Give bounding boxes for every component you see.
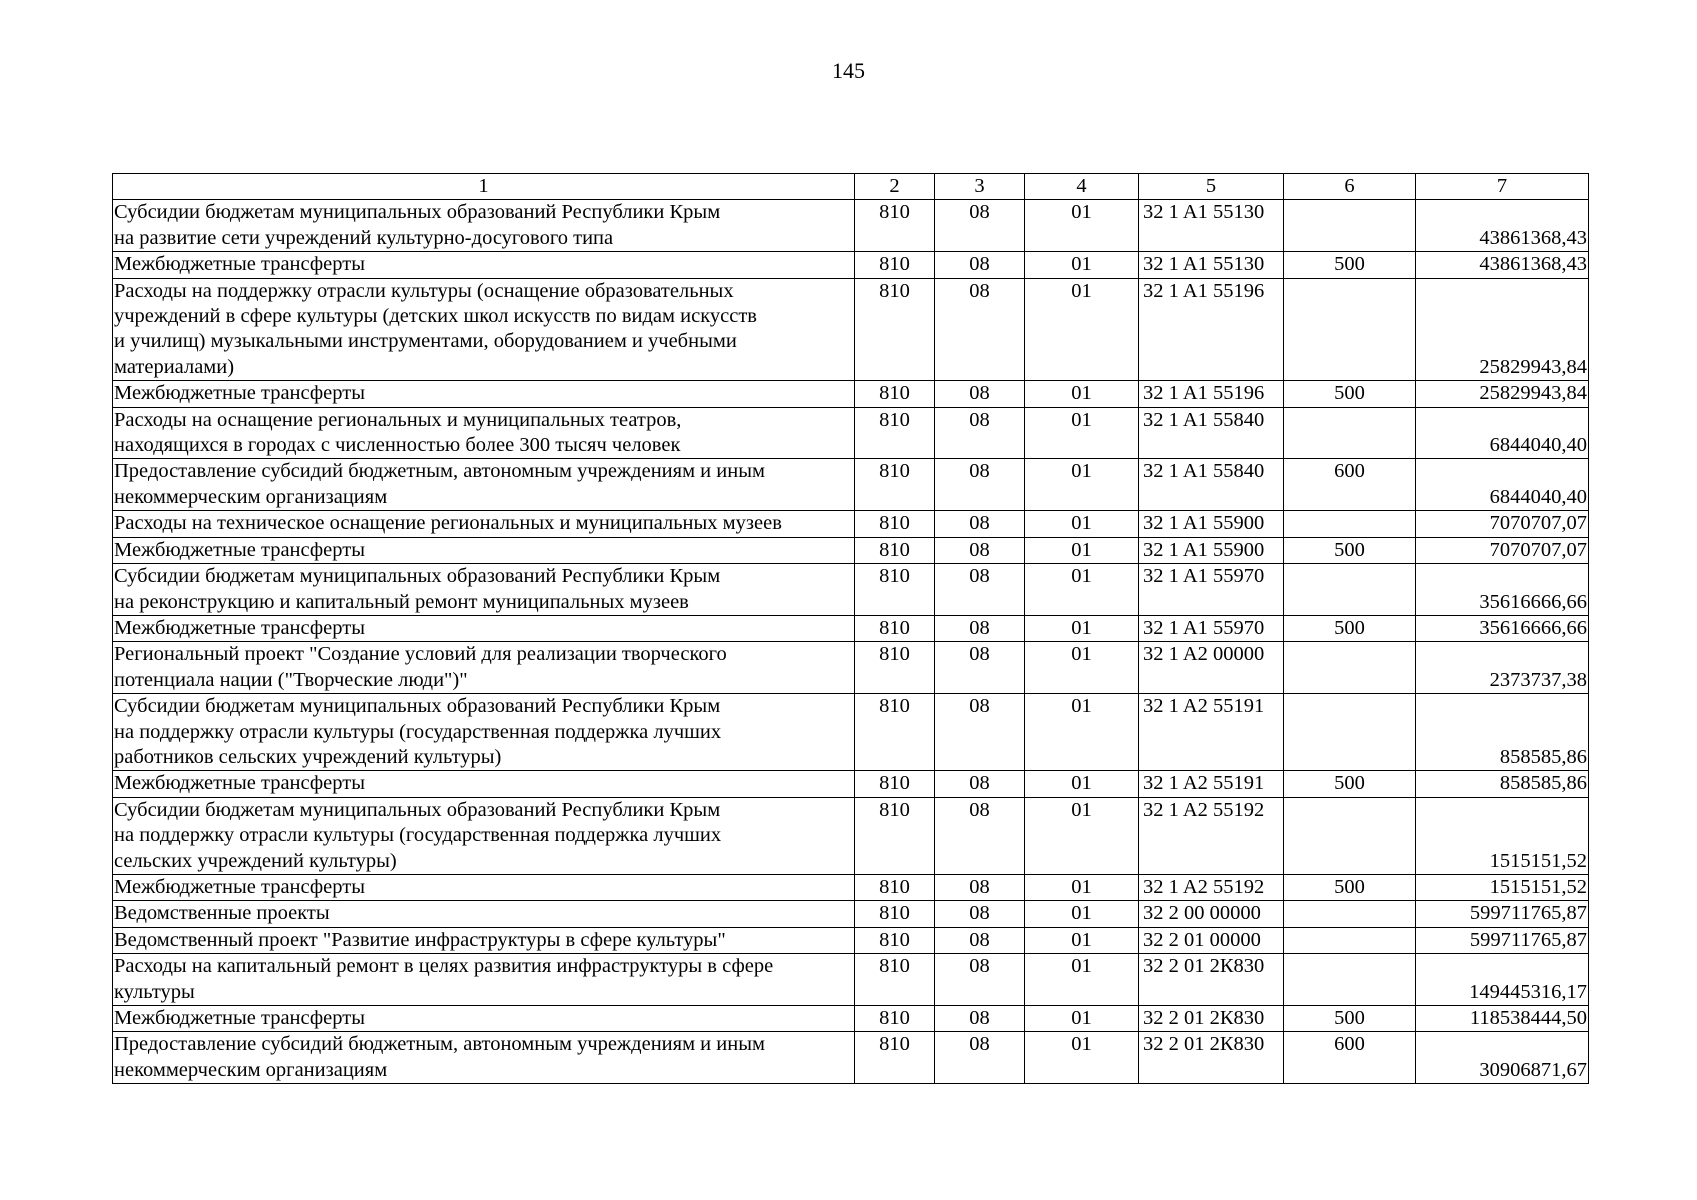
- cell-name: [113, 771, 855, 797]
- cell-grbs: 810: [855, 642, 935, 694]
- cell-section: 08: [935, 278, 1025, 381]
- cell-subsection: 01: [1025, 797, 1139, 874]
- cell-name: [113, 874, 855, 900]
- table-row: [113, 564, 1589, 616]
- cell-target-article: 32 1 A1 55970: [1139, 615, 1284, 641]
- table-body: [113, 200, 1589, 1084]
- cell-name: [113, 200, 855, 252]
- name-line: потенциала нации ("Творческие люди")": [114, 668, 468, 691]
- cell-grbs: 810: [855, 564, 935, 616]
- cell-name: [113, 954, 855, 1006]
- cell-section: 08: [935, 901, 1025, 927]
- cell-subsection: 01: [1025, 694, 1139, 771]
- name-line: на развитие сети учреждений культурно-досугового типа: [114, 226, 614, 249]
- name-line: Межбюджетные трансферты: [114, 253, 365, 276]
- cell-amount: 25829943,84: [1416, 381, 1589, 407]
- col-header-7: 7: [1416, 174, 1589, 200]
- name-line: Субсидии бюджетам муниципальных образований Республики Крым: [114, 201, 721, 224]
- cell-grbs: 810: [855, 278, 935, 381]
- cell-target-article: 32 1 A1 55196: [1139, 381, 1284, 407]
- cell-name: [113, 407, 855, 459]
- table-row: [113, 537, 1589, 563]
- cell-subsection: 01: [1025, 615, 1139, 641]
- cell-subsection: 01: [1025, 200, 1139, 252]
- cell-grbs: 810: [855, 252, 935, 278]
- table-row: [113, 511, 1589, 537]
- name-line: некоммерческим организациям: [114, 485, 388, 508]
- cell-subsection: 01: [1025, 381, 1139, 407]
- cell-amount: 858585,86: [1416, 694, 1589, 771]
- cell-section: 08: [935, 537, 1025, 563]
- cell-section: 08: [935, 797, 1025, 874]
- cell-section: 08: [935, 1006, 1025, 1032]
- cell-section: 08: [935, 771, 1025, 797]
- cell-subsection: 01: [1025, 407, 1139, 459]
- cell-target-article: 32 1 A1 55840: [1139, 459, 1284, 511]
- name-line: находящихся в городах с численностью более 300 тысяч человек: [114, 434, 681, 457]
- cell-target-article: 32 1 A1 55130: [1139, 252, 1284, 278]
- cell-name: [113, 278, 855, 381]
- cell-expense-type: [1284, 954, 1416, 1006]
- cell-amount: 599711765,87: [1416, 901, 1589, 927]
- cell-amount: 599711765,87: [1416, 927, 1589, 953]
- table-row: [113, 1032, 1589, 1084]
- cell-section: 08: [935, 642, 1025, 694]
- page-number: 145: [832, 58, 865, 83]
- name-line: Ведомственный проект "Развитие инфраструктуры в сфере культуры": [114, 928, 726, 951]
- cell-amount: 7070707,07: [1416, 511, 1589, 537]
- cell-expense-type: 500: [1284, 537, 1416, 563]
- col-header-5: 5: [1139, 174, 1284, 200]
- name-line: Региональный проект "Создание условий для реализации творческого: [114, 643, 727, 666]
- cell-expense-type: 600: [1284, 1032, 1416, 1084]
- cell-name: [113, 381, 855, 407]
- cell-grbs: 810: [855, 954, 935, 1006]
- cell-subsection: 01: [1025, 1032, 1139, 1084]
- cell-amount: 7070707,07: [1416, 537, 1589, 563]
- cell-expense-type: [1284, 407, 1416, 459]
- table-row: [113, 407, 1589, 459]
- table-row: [113, 1006, 1589, 1032]
- cell-expense-type: [1284, 200, 1416, 252]
- cell-subsection: 01: [1025, 954, 1139, 1006]
- name-line: Предоставление субсидий бюджетным, автономным учреждениям и иным: [114, 1033, 765, 1056]
- cell-expense-type: [1284, 511, 1416, 537]
- cell-expense-type: [1284, 564, 1416, 616]
- cell-target-article: 32 1 A2 55192: [1139, 797, 1284, 874]
- cell-subsection: 01: [1025, 927, 1139, 953]
- cell-subsection: 01: [1025, 252, 1139, 278]
- cell-grbs: 810: [855, 901, 935, 927]
- cell-section: 08: [935, 459, 1025, 511]
- name-line: Ведомственные проекты: [114, 902, 330, 925]
- col-header-1: 1: [113, 174, 855, 200]
- cell-target-article: 32 2 01 2К830: [1139, 1006, 1284, 1032]
- cell-name: [113, 564, 855, 616]
- col-header-3: 3: [935, 174, 1025, 200]
- budget-table: [112, 173, 1589, 1084]
- name-line: на поддержку отрасли культуры (государственная поддержка лучших: [114, 720, 722, 743]
- cell-grbs: 810: [855, 537, 935, 563]
- name-line: некоммерческим организациям: [114, 1058, 388, 1081]
- cell-subsection: 01: [1025, 459, 1139, 511]
- cell-amount: 25829943,84: [1416, 278, 1589, 381]
- cell-name: [113, 797, 855, 874]
- cell-expense-type: [1284, 642, 1416, 694]
- name-line: учреждений в сфере культуры (детских школ искусств по видам искусств: [114, 305, 757, 328]
- cell-amount: 858585,86: [1416, 771, 1589, 797]
- table-row: [113, 381, 1589, 407]
- col-header-4: 4: [1025, 174, 1139, 200]
- cell-grbs: 810: [855, 200, 935, 252]
- cell-section: 08: [935, 927, 1025, 953]
- cell-grbs: 810: [855, 1032, 935, 1084]
- cell-name: [113, 694, 855, 771]
- cell-name: [113, 1032, 855, 1084]
- cell-target-article: 32 1 A1 55900: [1139, 537, 1284, 563]
- name-line: Расходы на поддержку отрасли культуры (оснащение образовательных: [114, 279, 734, 302]
- cell-grbs: 810: [855, 874, 935, 900]
- cell-amount: 1515151,52: [1416, 874, 1589, 900]
- table-row: [113, 459, 1589, 511]
- cell-target-article: 32 2 00 00000: [1139, 901, 1284, 927]
- cell-subsection: 01: [1025, 1006, 1139, 1032]
- cell-name: [113, 927, 855, 953]
- cell-target-article: 32 1 A1 55196: [1139, 278, 1284, 381]
- name-line: Расходы на оснащение региональных и муниципальных театров,: [114, 408, 682, 431]
- cell-subsection: 01: [1025, 278, 1139, 381]
- cell-expense-type: [1284, 797, 1416, 874]
- col-header-2: 2: [855, 174, 935, 200]
- table-row: [113, 771, 1589, 797]
- cell-name: [113, 459, 855, 511]
- name-line: на реконструкцию и капитальный ремонт муниципальных музеев: [114, 590, 689, 613]
- cell-expense-type: 500: [1284, 615, 1416, 641]
- cell-amount: 43861368,43: [1416, 200, 1589, 252]
- cell-grbs: 810: [855, 771, 935, 797]
- cell-expense-type: 500: [1284, 381, 1416, 407]
- name-line: Межбюджетные трансферты: [114, 772, 365, 795]
- cell-section: 08: [935, 200, 1025, 252]
- cell-target-article: 32 1 A2 55191: [1139, 771, 1284, 797]
- cell-grbs: 810: [855, 381, 935, 407]
- name-line: Расходы на техническое оснащение региональных и муниципальных музеев: [114, 512, 782, 535]
- cell-section: 08: [935, 511, 1025, 537]
- cell-subsection: 01: [1025, 564, 1139, 616]
- table-row: [113, 278, 1589, 381]
- cell-target-article: 32 1 A1 55840: [1139, 407, 1284, 459]
- table-row: [113, 901, 1589, 927]
- cell-name: [113, 642, 855, 694]
- cell-amount: 6844040,40: [1416, 407, 1589, 459]
- cell-amount: 1515151,52: [1416, 797, 1589, 874]
- name-line: Межбюджетные трансферты: [114, 382, 365, 405]
- cell-section: 08: [935, 564, 1025, 616]
- cell-expense-type: [1284, 694, 1416, 771]
- name-line: Расходы на капитальный ремонт в целях развития инфраструктуры в сфере: [114, 955, 774, 978]
- cell-target-article: 32 1 A2 55192: [1139, 874, 1284, 900]
- cell-target-article: 32 1 A2 55191: [1139, 694, 1284, 771]
- table-row: [113, 615, 1589, 641]
- cell-section: 08: [935, 954, 1025, 1006]
- cell-section: 08: [935, 381, 1025, 407]
- cell-amount: 2373737,38: [1416, 642, 1589, 694]
- table-row: [113, 954, 1589, 1006]
- cell-grbs: 810: [855, 459, 935, 511]
- cell-grbs: 810: [855, 511, 935, 537]
- name-line: культуры: [114, 980, 195, 1003]
- cell-name: [113, 615, 855, 641]
- cell-subsection: 01: [1025, 642, 1139, 694]
- name-line: сельских учреждений культуры): [114, 849, 397, 872]
- col-header-6: 6: [1284, 174, 1416, 200]
- name-line: Межбюджетные трансферты: [114, 1007, 365, 1029]
- name-line: Субсидии бюджетам муниципальных образований Республики Крым: [114, 695, 721, 718]
- name-line: Межбюджетные трансферты: [114, 875, 365, 898]
- cell-amount: 30906871,67: [1416, 1032, 1589, 1084]
- cell-section: 08: [935, 694, 1025, 771]
- cell-grbs: 810: [855, 927, 935, 953]
- cell-target-article: 32 2 01 2К830: [1139, 954, 1284, 1006]
- cell-subsection: 01: [1025, 874, 1139, 900]
- cell-amount: 35616666,66: [1416, 615, 1589, 641]
- cell-subsection: 01: [1025, 511, 1139, 537]
- table-row: [113, 252, 1589, 278]
- cell-section: 08: [935, 1032, 1025, 1084]
- cell-section: 08: [935, 407, 1025, 459]
- cell-amount: 35616666,66: [1416, 564, 1589, 616]
- name-line: и училищ) музыкальными инструментами, оборудованием и учебными: [114, 330, 737, 353]
- cell-subsection: 01: [1025, 771, 1139, 797]
- name-line: Межбюджетные трансферты: [114, 538, 365, 561]
- cell-target-article: 32 1 A1 55970: [1139, 564, 1284, 616]
- name-line: Межбюджетные трансферты: [114, 616, 365, 639]
- cell-expense-type: 600: [1284, 459, 1416, 511]
- cell-subsection: 01: [1025, 537, 1139, 563]
- cell-name: [113, 1006, 855, 1032]
- cell-expense-type: 500: [1284, 874, 1416, 900]
- cell-amount: 118538444,50: [1416, 1006, 1589, 1032]
- cell-amount: 6844040,40: [1416, 459, 1589, 511]
- cell-target-article: 32 2 01 00000: [1139, 927, 1284, 953]
- cell-expense-type: 500: [1284, 1006, 1416, 1032]
- cell-grbs: 810: [855, 694, 935, 771]
- cell-name: [113, 511, 855, 537]
- table-row: [113, 874, 1589, 900]
- cell-name: [113, 901, 855, 927]
- cell-section: 08: [935, 615, 1025, 641]
- cell-amount: 149445316,17: [1416, 954, 1589, 1006]
- cell-expense-type: 500: [1284, 252, 1416, 278]
- cell-expense-type: 500: [1284, 771, 1416, 797]
- cell-expense-type: [1284, 927, 1416, 953]
- name-line: Субсидии бюджетам муниципальных образований Республики Крым: [114, 565, 721, 588]
- name-line: Субсидии бюджетам муниципальных образований Республики Крым: [114, 798, 721, 821]
- cell-amount: 43861368,43: [1416, 252, 1589, 278]
- name-line: Предоставление субсидий бюджетным, автономным учреждениям и иным: [114, 460, 765, 483]
- table-row: [113, 642, 1589, 694]
- cell-section: 08: [935, 874, 1025, 900]
- cell-target-article: 32 1 A2 00000: [1139, 642, 1284, 694]
- table-row: [113, 694, 1589, 771]
- cell-expense-type: [1284, 278, 1416, 381]
- cell-subsection: 01: [1025, 901, 1139, 927]
- header-row: [113, 174, 1589, 200]
- cell-expense-type: [1284, 901, 1416, 927]
- table-row: [113, 200, 1589, 252]
- cell-target-article: 32 2 01 2К830: [1139, 1032, 1284, 1084]
- cell-grbs: 810: [855, 1006, 935, 1032]
- name-line: материалами): [114, 355, 235, 378]
- cell-section: 08: [935, 252, 1025, 278]
- cell-grbs: 810: [855, 797, 935, 874]
- table-row: [113, 927, 1589, 953]
- name-line: на поддержку отрасли культуры (государственная поддержка лучших: [114, 824, 722, 847]
- cell-name: [113, 252, 855, 278]
- cell-target-article: 32 1 A1 55130: [1139, 200, 1284, 252]
- name-line: работников сельских учреждений культуры): [114, 745, 502, 768]
- table-row: [113, 797, 1589, 874]
- cell-grbs: 810: [855, 407, 935, 459]
- cell-target-article: 32 1 A1 55900: [1139, 511, 1284, 537]
- cell-grbs: 810: [855, 615, 935, 641]
- cell-name: [113, 537, 855, 563]
